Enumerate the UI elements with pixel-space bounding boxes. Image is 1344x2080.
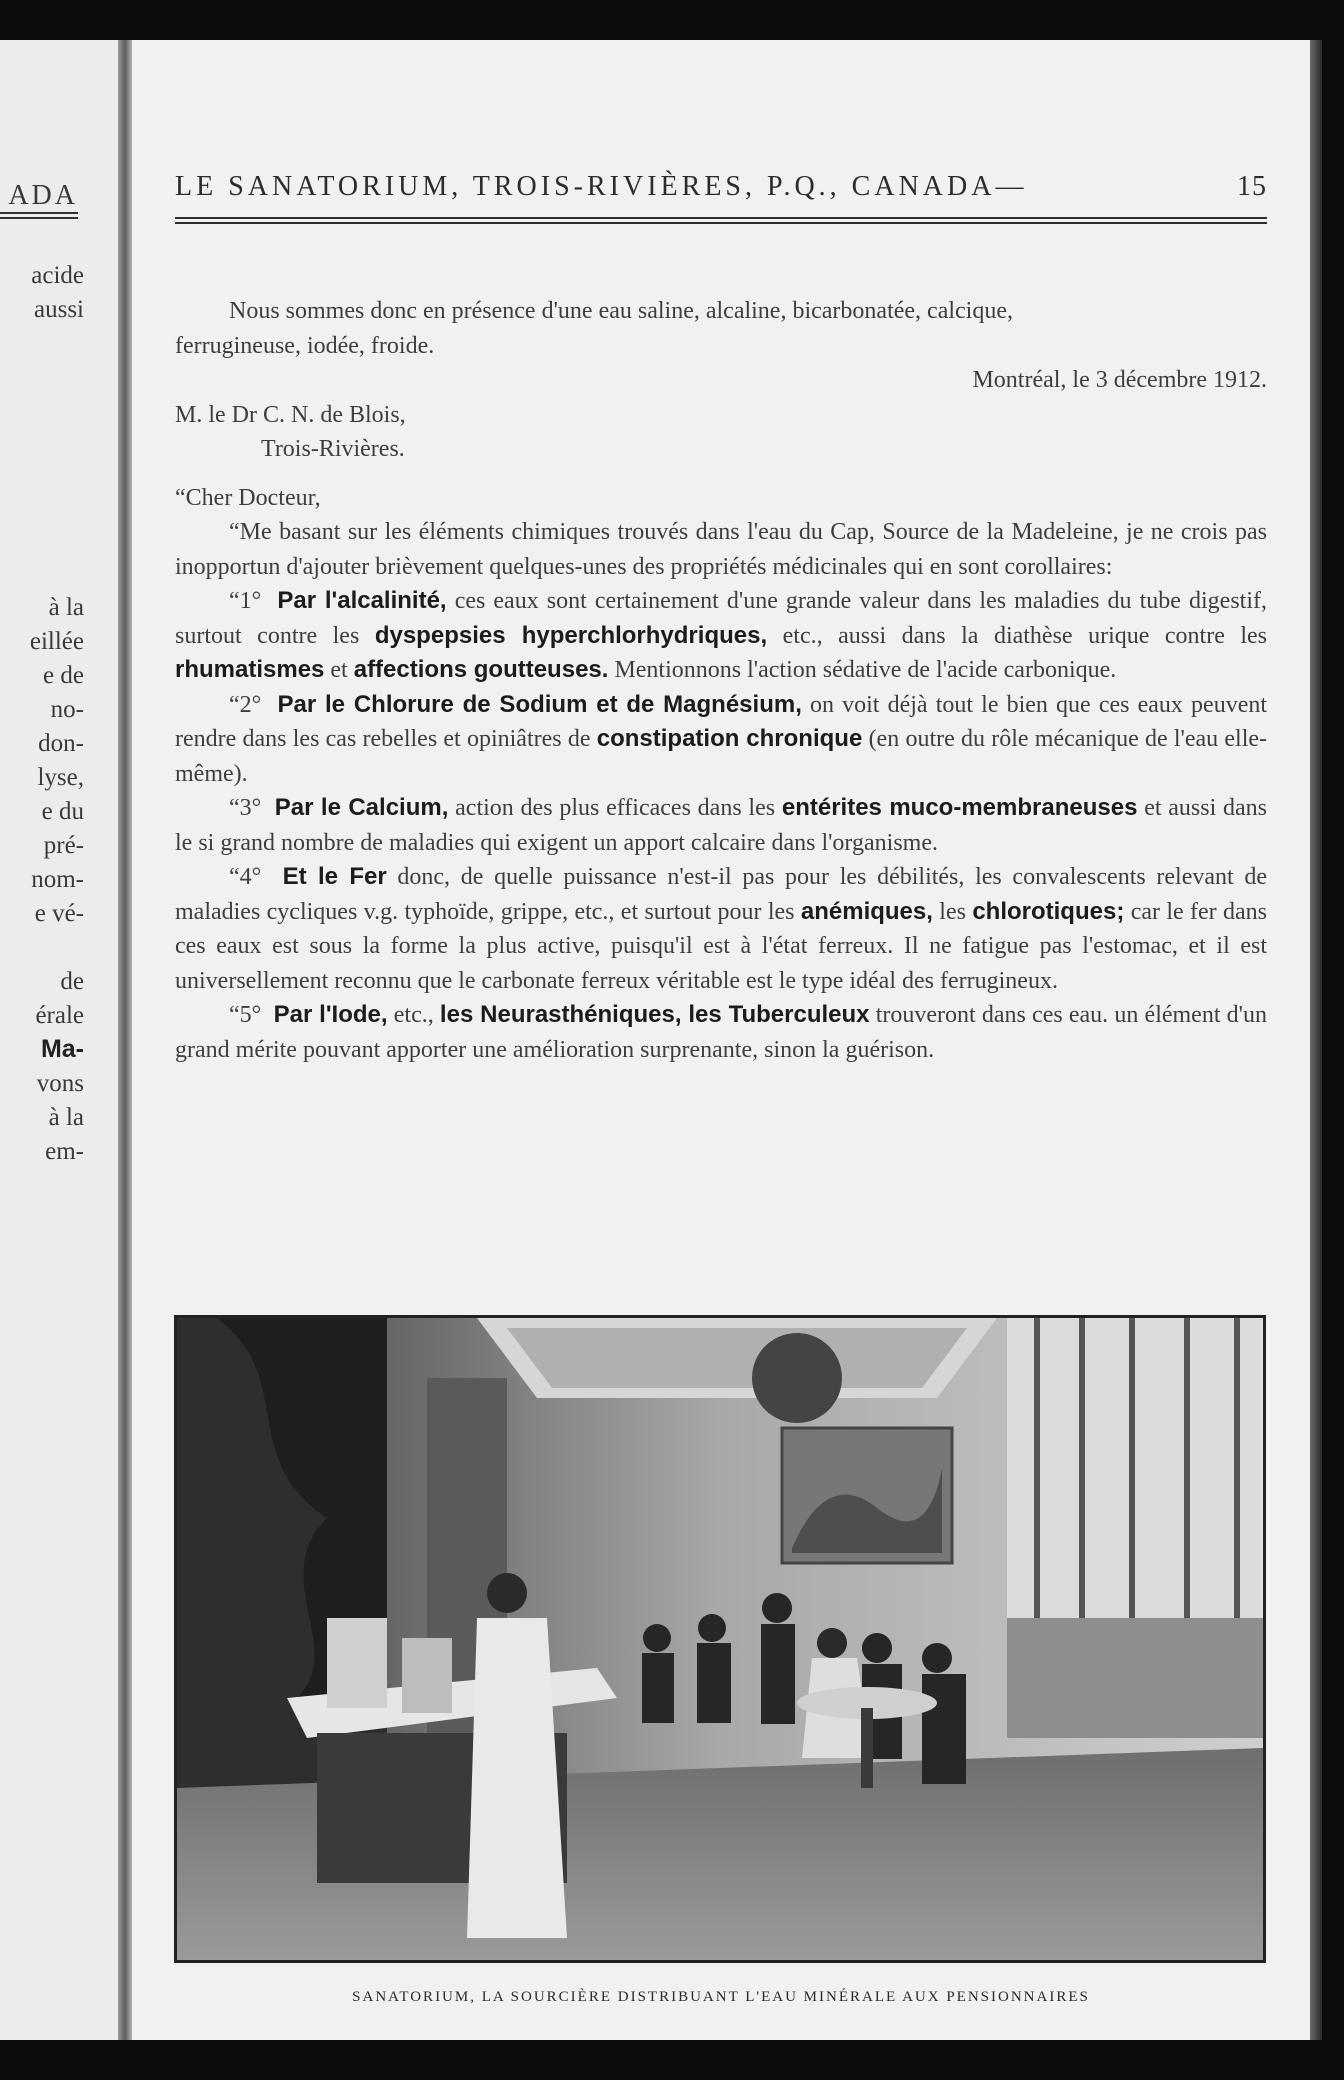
left-page-line: e du (41, 798, 84, 825)
item-number: “4° (229, 864, 262, 890)
bold-phrase: rhumatismes (175, 656, 325, 683)
bold-phrase: Et le Fer (282, 863, 387, 890)
left-page-line: à la (48, 1104, 84, 1131)
left-page-line: acide (31, 262, 84, 289)
bold-phrase: Par le Calcium, (274, 794, 449, 821)
letter-dateline: Montréal, le 3 décembre 1912. (972, 367, 1267, 393)
paragraph-text: (en outre du rôle mécanique de l'eau elle-même). (175, 726, 1268, 787)
item-number: “5° (229, 1002, 262, 1028)
paragraph-text: trouveront dans ces eau. un élément d'un grand mérite pouvant apporter une amélioration surprenante, sinon la guérison. (175, 1002, 1268, 1063)
article-body (175, 294, 1267, 1067)
left-page-line: Ma- (40, 1035, 84, 1063)
left-page-line: nom- (31, 866, 84, 893)
left-page-line: em- (45, 1138, 84, 1165)
letter-opening-paragraph: “Me basant sur les éléments chimiques trouvés dans l'eau du Cap, Source de la Madeleine, je ne crois pas inopportun d'ajouter brièvement quelques-unes des propriétés médicinales qui en sont corollaires: (175, 519, 1267, 580)
paragraph-text: action des plus efficaces dans les (455, 795, 776, 821)
item-number: “2° (229, 691, 262, 718)
left-page-header-fragment: ADA (8, 180, 78, 211)
item-number: “3° (229, 795, 262, 821)
bold-phrase: Par l'alcalinité, (277, 587, 447, 614)
page-number: 15 (1237, 171, 1267, 202)
left-facing-page (0, 40, 118, 2040)
bold-phrase: les Neurasthéniques, les Tuberculeux (439, 1001, 870, 1028)
paragraph-text: Mentionnons l'action sédative de l'acide carbonique. (614, 657, 1117, 683)
paragraph-text: ces eaux sont certainement d'une grande valeur dans les maladies du tube digestif, surtout contre les (175, 588, 1267, 649)
paragraph-text: et aussi dans le si grand nombre de maladies qui exigent un apport calcaire dans l'organisme. (175, 795, 1268, 856)
bold-phrase: Par le Chlorure de Sodium et de Magnésium, (277, 690, 802, 718)
letter-addressee-name: M. le Dr C. N. de Blois, (175, 401, 406, 428)
bold-phrase: Par l'Iode, (273, 1001, 388, 1028)
bold-phrase: chlorotiques; (972, 897, 1125, 925)
left-page-line: e vé- (34, 900, 84, 927)
paragraph-text: on voit déjà tout le bien que ces eaux peuvent rendre dans les cas rebelles et opiniâtres de (175, 691, 1268, 752)
property-paragraph-4 (175, 860, 1267, 998)
figure-caption: SANATORIUM, LA SOURCIÈRE DISTRIBUANT L'EAU MINÉRALE AUX PENSIONNAIRES (352, 1989, 1090, 2005)
letter-addressee-city: Trois-Rivières. (261, 436, 405, 462)
book-gutter (118, 40, 132, 2040)
left-page-line: aussi (34, 296, 84, 323)
left-page-line: don- (38, 730, 84, 757)
left-page-rule (0, 212, 78, 214)
left-page-rule (0, 217, 78, 219)
running-header (175, 173, 1267, 201)
item-number: “1° (229, 588, 262, 614)
left-page-line: eillée (29, 628, 84, 655)
bold-phrase: anémiques, (800, 897, 933, 925)
bold-phrase: affections goutteuses. (353, 656, 609, 683)
bold-phrase: dyspepsies hyperchlorhydriques, (374, 621, 768, 649)
left-page-line: lyse, (37, 764, 84, 791)
header-rule (175, 217, 1267, 219)
left-page-line: de (60, 968, 84, 995)
paragraph-text: les (939, 898, 966, 925)
left-page-line: à la (48, 594, 84, 621)
paragraph-text: etc., aussi dans la diathèse urique contre les (782, 622, 1268, 649)
bold-phrase: constipation chronique (596, 725, 863, 752)
left-page-line: érale (35, 1002, 84, 1029)
paragraph-text: et (330, 657, 348, 683)
intro-line: ferrugineuse, iodée, froide. (175, 332, 435, 359)
page (132, 40, 1310, 2040)
property-paragraph-2 (175, 688, 1267, 792)
property-paragraph-3 (175, 791, 1267, 860)
left-page-line: pré- (43, 832, 84, 859)
photograph-scene (177, 1318, 1263, 1960)
intro-line: Nous sommes donc en présence d'une eau saline, alcaline, bicarbonatée, calcique, (229, 298, 1013, 324)
header-rule (175, 222, 1267, 224)
paragraph-text: car le fer dans ces eaux est sous la forme la plus active, puisqu'il est à l'état ferreux. Il ne fatigue pas l'estomac, et il est universellement reconnu que le carbonate ferreux véritable est le type idéal des ferrugineux. (175, 898, 1268, 994)
page-edge-shadow (1310, 40, 1322, 2040)
property-paragraph-5 (175, 998, 1267, 1067)
left-page-line: no- (50, 696, 84, 723)
intro-paragraph (175, 294, 1267, 363)
paragraph-text: etc., (393, 1002, 434, 1028)
letter-salutation: “Cher Docteur, (175, 484, 321, 511)
running-title: LE SANATORIUM, TROIS-RIVIÈRES, P.Q., CANADA— (175, 171, 1028, 202)
left-page-line: e de (43, 662, 84, 689)
paragraph-text: donc, de quelle puissance n'est-il pas pour les débilités, les convalescents relevant de maladies cycliques v.g. typhoïde, grippe, etc., et surtout pour les (175, 864, 1268, 925)
left-page-line: vons (36, 1070, 84, 1097)
bold-phrase: entérites muco-membraneuses (781, 794, 1138, 821)
sanatorium-photograph (174, 1315, 1266, 1963)
property-paragraph-1 (175, 584, 1267, 688)
